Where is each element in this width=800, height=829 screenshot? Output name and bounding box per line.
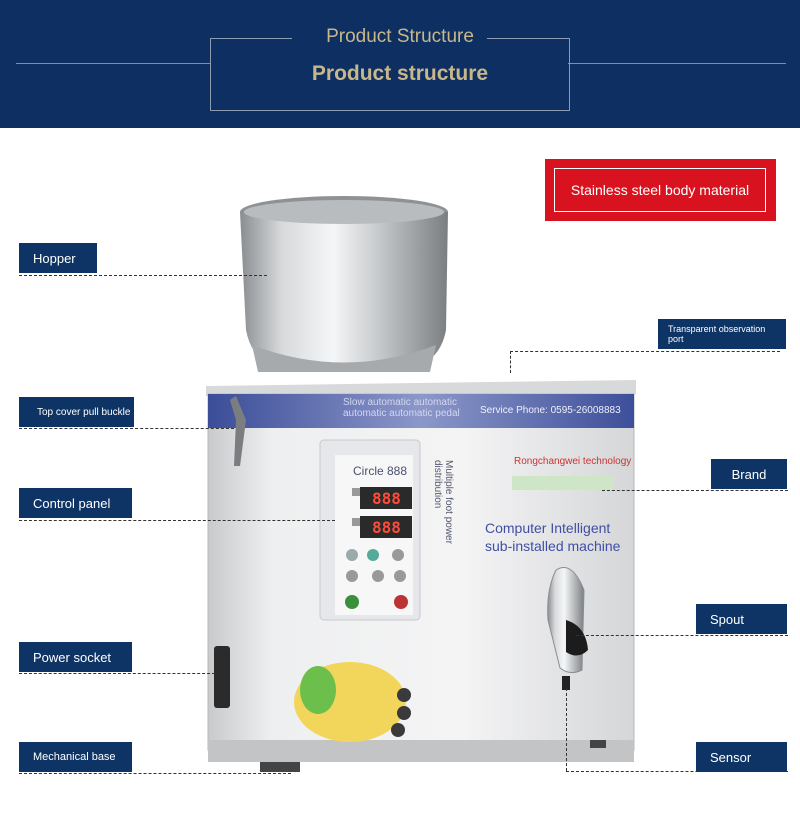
display-2: 888	[372, 518, 401, 537]
leader-sensor	[566, 771, 788, 772]
label-control-panel	[19, 488, 132, 518]
leader-brand	[602, 490, 788, 491]
brand-name: Rongchangwei technology	[514, 456, 632, 467]
leader-mechanical-base	[19, 773, 291, 774]
label-transparent-port	[658, 319, 786, 349]
label-hopper-text: Hopper	[33, 250, 76, 266]
model-line-1: Computer Intelligent	[485, 520, 611, 536]
panel-title: Circle 888	[353, 464, 408, 478]
label-mechanical-base	[19, 742, 132, 772]
label-top-cover	[19, 397, 134, 427]
leader-top-cover	[19, 428, 234, 429]
model-line-2: sub-installed machine	[485, 538, 621, 554]
label-spout-text: Spout	[710, 611, 744, 627]
leader-hopper	[19, 275, 267, 276]
hopper-shape	[240, 196, 448, 372]
page-title: Product Structure	[326, 26, 474, 47]
label-hopper	[19, 243, 97, 273]
strip-left-text: Slow automatic automatic automatic automatic pedal	[343, 397, 460, 419]
leader-spout	[576, 635, 788, 636]
label-sensor	[696, 742, 787, 772]
label-control-panel-text: Control panel	[33, 495, 111, 511]
label-mechanical-base-text: Mechanical base	[33, 751, 116, 763]
label-power-socket	[19, 642, 132, 672]
label-transparent-port-text: Transparent observation port	[668, 324, 766, 344]
label-sensor-text: Sensor	[710, 749, 752, 765]
leader-transparent-port-drop	[510, 351, 511, 373]
panel-side-text: Multiple foot power distribution	[432, 460, 454, 544]
material-callout-text: Stainless steel body material	[554, 168, 766, 212]
label-spout	[696, 604, 787, 634]
page-subtitle: Product structure	[311, 62, 489, 85]
leader-transparent-port	[510, 351, 780, 352]
leader-power-socket	[19, 673, 215, 674]
label-top-cover-text: Top cover pull buckle	[37, 406, 131, 418]
label-brand	[711, 459, 787, 489]
strip-right-text: Service Phone: 0595-26008883	[480, 405, 621, 416]
label-brand-text: Brand	[731, 466, 767, 482]
display-1: 888	[372, 489, 401, 508]
label-power-socket-text: Power socket	[33, 649, 112, 665]
leader-sensor-rise	[566, 688, 567, 771]
leader-control-panel	[19, 520, 335, 521]
